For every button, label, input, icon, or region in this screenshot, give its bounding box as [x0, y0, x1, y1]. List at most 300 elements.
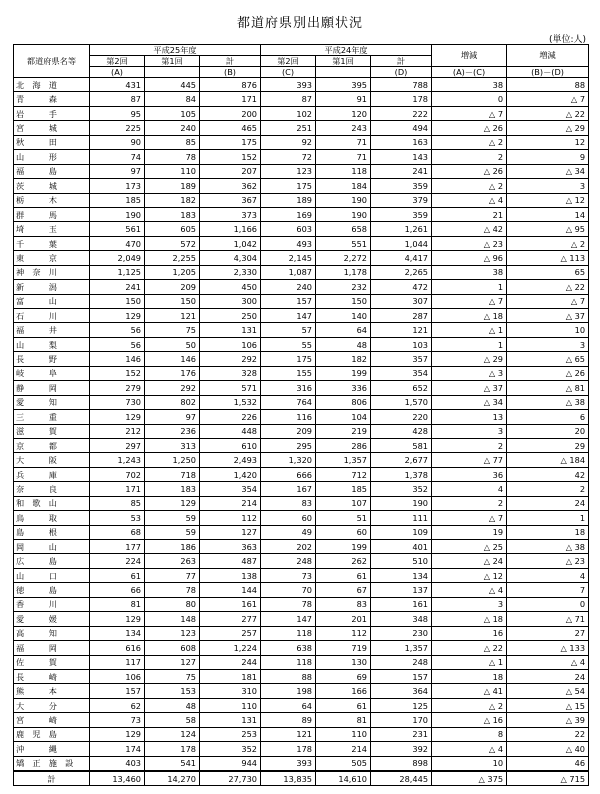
table-row [14, 309, 589, 323]
table-cell: 143 [371, 150, 432, 164]
table-cell: 876 [200, 78, 261, 92]
table-cell: 66 [90, 583, 145, 597]
pref-name: 奈 良 [14, 482, 90, 496]
pref-name: 徳 島 [14, 583, 90, 597]
header-blank [316, 67, 371, 78]
table-cell: 4,304 [200, 251, 261, 265]
table-cell: 3 [432, 424, 507, 438]
header-a: (A) [90, 67, 145, 78]
table-cell: 222 [371, 106, 432, 120]
table-cell: 88 [261, 669, 316, 683]
pref-name: 山 梨 [14, 337, 90, 351]
table-cell: 83 [316, 597, 371, 611]
table-cell: 487 [200, 554, 261, 568]
table-cell: 788 [371, 78, 432, 92]
table-cell: 1,261 [371, 222, 432, 236]
table-cell: 147 [261, 309, 316, 323]
application-table [13, 44, 589, 786]
table-cell: 150 [90, 294, 145, 308]
table-cell: 152 [200, 150, 261, 164]
table-cell: △ 24 [432, 554, 507, 568]
table-row [14, 410, 589, 424]
table-cell: 395 [316, 78, 371, 92]
table-cell: 14 [507, 207, 589, 221]
table-cell: 190 [316, 193, 371, 207]
table-cell: △ 18 [432, 309, 507, 323]
table-cell: 178 [371, 92, 432, 106]
table-cell: 4 [507, 568, 589, 582]
table-row [14, 207, 589, 221]
table-cell: 603 [261, 222, 316, 236]
table-cell: △ 2 [507, 236, 589, 250]
table-cell: 73 [90, 713, 145, 727]
table-cell: 224 [90, 554, 145, 568]
pref-name: 香 川 [14, 597, 90, 611]
table-cell: 69 [316, 669, 371, 683]
header-h25: 平成25年度 [90, 45, 261, 56]
table-cell: 121 [371, 323, 432, 337]
table-cell: 27,730 [200, 771, 261, 786]
table-cell: 236 [145, 424, 200, 438]
table-cell: 240 [261, 280, 316, 294]
table-cell: 4,417 [371, 251, 432, 265]
table-cell: 4 [432, 482, 507, 496]
table-cell: 163 [371, 135, 432, 149]
header-h25-second: 第2回 [90, 56, 145, 67]
table-cell: △ 2 [432, 698, 507, 712]
table-cell: 1,205 [145, 265, 200, 279]
table-cell: 0 [432, 92, 507, 106]
table-cell: 111 [371, 511, 432, 525]
table-cell: 65 [507, 265, 589, 279]
table-cell: 104 [316, 410, 371, 424]
table-cell: 161 [371, 597, 432, 611]
table-cell: 561 [90, 222, 145, 236]
table-cell: 131 [200, 713, 261, 727]
table-cell: 155 [261, 366, 316, 380]
table-cell: 183 [145, 482, 200, 496]
table-row [14, 511, 589, 525]
table-cell: 127 [145, 655, 200, 669]
table-cell: 16 [432, 626, 507, 640]
pref-name: 長 崎 [14, 669, 90, 683]
table-cell: 147 [261, 612, 316, 626]
table-cell: 241 [90, 280, 145, 294]
table-cell: 87 [90, 92, 145, 106]
table-cell: 199 [316, 366, 371, 380]
table-cell: 352 [371, 482, 432, 496]
table-cell: 465 [200, 121, 261, 135]
table-cell: 70 [261, 583, 316, 597]
table-cell: 57 [261, 323, 316, 337]
table-cell: 1,042 [200, 236, 261, 250]
table-cell: 161 [200, 597, 261, 611]
table-cell: 352 [200, 742, 261, 756]
table-cell: 84 [145, 92, 200, 106]
table-cell: 658 [316, 222, 371, 236]
table-cell: 190 [90, 207, 145, 221]
table-cell: 87 [261, 92, 316, 106]
table-cell: 231 [371, 727, 432, 741]
table-cell: 14,610 [316, 771, 371, 786]
table-cell: 2,049 [90, 251, 145, 265]
table-cell: 157 [90, 684, 145, 698]
table-cell: 393 [261, 756, 316, 771]
table-cell: 175 [261, 179, 316, 193]
table-cell: 209 [145, 280, 200, 294]
table-row [14, 669, 589, 683]
table-cell: 49 [261, 525, 316, 539]
table-row [14, 482, 589, 496]
header-h24-second: 第2回 [261, 56, 316, 67]
table-cell: 251 [261, 121, 316, 135]
table-cell: 702 [90, 467, 145, 481]
table-cell: 292 [200, 352, 261, 366]
table-cell: 248 [371, 655, 432, 669]
table-cell: 354 [371, 366, 432, 380]
table-cell: 13 [432, 410, 507, 424]
table-cell: 201 [316, 612, 371, 626]
table-cell: 18 [432, 669, 507, 683]
table-cell: 3 [507, 179, 589, 193]
table-cell: 18 [507, 525, 589, 539]
table-cell: 6 [507, 410, 589, 424]
table-cell: 1,357 [316, 453, 371, 467]
table-cell: 73 [261, 568, 316, 582]
pref-name: 秋 田 [14, 135, 90, 149]
table-cell: △ 18 [432, 612, 507, 626]
table-cell: △ 38 [507, 540, 589, 554]
table-cell: △ 26 [432, 164, 507, 178]
table-row [14, 135, 589, 149]
table-cell: 354 [200, 482, 261, 496]
table-cell: 152 [90, 366, 145, 380]
table-cell: 175 [261, 352, 316, 366]
table-cell: 174 [90, 742, 145, 756]
table-cell: 75 [145, 323, 200, 337]
table-cell: △ 38 [507, 395, 589, 409]
table-cell: 129 [90, 727, 145, 741]
table-cell: 363 [200, 540, 261, 554]
table-row [14, 280, 589, 294]
table-cell: 61 [316, 698, 371, 712]
table-cell: 78 [145, 150, 200, 164]
table-cell: 53 [90, 511, 145, 525]
table-cell: 300 [200, 294, 261, 308]
table-cell: 184 [316, 179, 371, 193]
table-cell: △ 12 [432, 568, 507, 582]
table-cell: 9 [507, 150, 589, 164]
table-cell: 56 [90, 323, 145, 337]
table-cell: 505 [316, 756, 371, 771]
table-cell: 806 [316, 395, 371, 409]
table-cell: 110 [200, 698, 261, 712]
table-cell: 1,243 [90, 453, 145, 467]
table-row [14, 496, 589, 510]
table-cell: 1,570 [371, 395, 432, 409]
pref-name: 佐 賀 [14, 655, 90, 669]
table-cell: 230 [371, 626, 432, 640]
table-cell: 541 [145, 756, 200, 771]
table-cell: 106 [90, 669, 145, 683]
table-cell: 106 [200, 337, 261, 351]
table-cell: 364 [371, 684, 432, 698]
table-cell: 117 [90, 655, 145, 669]
table-cell: 605 [145, 222, 200, 236]
table-row [14, 121, 589, 135]
table-cell: △ 34 [432, 395, 507, 409]
table-cell: 60 [316, 525, 371, 539]
table-cell: 310 [200, 684, 261, 698]
table-row [14, 525, 589, 539]
table-cell: 263 [145, 554, 200, 568]
table-cell: 46 [507, 756, 589, 771]
table-cell: 153 [145, 684, 200, 698]
pref-name: 北 海 道 [14, 78, 90, 92]
table-cell: △ 42 [432, 222, 507, 236]
table-cell: 81 [90, 597, 145, 611]
table-cell: 182 [145, 193, 200, 207]
table-row [14, 641, 589, 655]
table-cell: 348 [371, 612, 432, 626]
table-cell: △ 4 [432, 193, 507, 207]
table-cell: 493 [261, 236, 316, 250]
table-cell: 38 [432, 265, 507, 279]
table-cell: 209 [261, 424, 316, 438]
table-cell: △ 3 [432, 366, 507, 380]
table-cell: 336 [316, 381, 371, 395]
table-cell: 257 [200, 626, 261, 640]
pref-name: 茨 城 [14, 179, 90, 193]
table-cell: 28,445 [371, 771, 432, 786]
table-cell: 253 [200, 727, 261, 741]
pref-name: 宮 崎 [14, 713, 90, 727]
table-cell: 718 [145, 467, 200, 481]
table-cell: 59 [145, 525, 200, 539]
page-title: 都道府県別出願状況 [236, 16, 363, 31]
pref-name: 愛 媛 [14, 612, 90, 626]
table-cell: 61 [90, 568, 145, 582]
table-cell: 58 [145, 713, 200, 727]
table-row [14, 193, 589, 207]
table-cell: △ 34 [507, 164, 589, 178]
table-cell: 85 [145, 135, 200, 149]
table-cell: 62 [90, 698, 145, 712]
table-cell: 48 [316, 337, 371, 351]
table-cell: △ 41 [432, 684, 507, 698]
table-cell: △ 12 [507, 193, 589, 207]
table-cell: 379 [371, 193, 432, 207]
table-cell: 71 [316, 135, 371, 149]
table-cell: 173 [90, 179, 145, 193]
table-row [14, 655, 589, 669]
table-cell: 182 [316, 352, 371, 366]
table-cell: 169 [261, 207, 316, 221]
pref-name: 岩 手 [14, 106, 90, 120]
table-cell: 176 [145, 366, 200, 380]
table-cell: 67 [316, 583, 371, 597]
table-cell: 1,532 [200, 395, 261, 409]
table-cell: 56 [90, 337, 145, 351]
table-cell: 448 [200, 424, 261, 438]
table-cell: 220 [371, 410, 432, 424]
table-cell: △ 375 [432, 771, 507, 786]
table-row [14, 756, 589, 771]
table-cell: 373 [200, 207, 261, 221]
table-row [14, 106, 589, 120]
pref-name: 埼 玉 [14, 222, 90, 236]
pref-name: 岡 山 [14, 540, 90, 554]
table-cell: 295 [261, 438, 316, 452]
table-cell: 120 [316, 106, 371, 120]
table-cell: 146 [90, 352, 145, 366]
table-cell: 110 [316, 727, 371, 741]
table-cell: 129 [90, 410, 145, 424]
table-cell: △ 81 [507, 381, 589, 395]
table-cell: 38 [432, 78, 507, 92]
pref-name: 長 野 [14, 352, 90, 366]
header-diff-bd: (B)－(D) [507, 67, 589, 78]
pref-name: 福 井 [14, 323, 90, 337]
pref-name: 三 重 [14, 410, 90, 424]
table-cell: 2,493 [200, 453, 261, 467]
table-cell: 1,320 [261, 453, 316, 467]
table-row [14, 251, 589, 265]
table-row [14, 438, 589, 452]
pref-name: 広 島 [14, 554, 90, 568]
table-cell: 212 [90, 424, 145, 438]
table-cell: 1,250 [145, 453, 200, 467]
table-cell: 666 [261, 467, 316, 481]
table-cell: 581 [371, 438, 432, 452]
table-cell: 357 [371, 352, 432, 366]
table-cell: 55 [261, 337, 316, 351]
table-cell: 50 [145, 337, 200, 351]
pref-name: 鳥 取 [14, 511, 90, 525]
table-cell: 1,378 [371, 467, 432, 481]
pref-name: 矯 正 施 設 [14, 756, 90, 771]
header-h24: 平成24年度 [261, 45, 432, 56]
table-cell: 183 [145, 207, 200, 221]
table-cell: 138 [200, 568, 261, 582]
table-cell: 362 [200, 179, 261, 193]
table-cell: 2,145 [261, 251, 316, 265]
header-diff-ac: (A)－(C) [432, 67, 507, 78]
table-cell: 712 [316, 467, 371, 481]
table-cell: △ 37 [432, 381, 507, 395]
table-row [14, 150, 589, 164]
table-cell: 107 [316, 496, 371, 510]
header-h25-total: 計 [200, 56, 261, 67]
table-cell: 277 [200, 612, 261, 626]
header-h25-first: 第1回 [145, 56, 200, 67]
table-cell: △ 71 [507, 612, 589, 626]
table-cell: 97 [145, 410, 200, 424]
table-cell: 244 [200, 655, 261, 669]
table-cell: 134 [371, 568, 432, 582]
pref-name: 兵 庫 [14, 467, 90, 481]
pref-name: 福 島 [14, 164, 90, 178]
table-cell: 148 [145, 612, 200, 626]
table-row [14, 424, 589, 438]
table-cell: 0 [507, 597, 589, 611]
table-cell: △ 7 [432, 294, 507, 308]
table-cell: 1,420 [200, 467, 261, 481]
table-cell: 103 [371, 337, 432, 351]
table-cell: 36 [432, 467, 507, 481]
table-cell: 802 [145, 395, 200, 409]
table-cell: 307 [371, 294, 432, 308]
header-h24-first: 第1回 [316, 56, 371, 67]
table-cell: 20 [507, 424, 589, 438]
table-cell: 719 [316, 641, 371, 655]
pref-name: 京 都 [14, 438, 90, 452]
table-cell: 226 [200, 410, 261, 424]
table-cell: 470 [90, 236, 145, 250]
table-cell: 181 [200, 669, 261, 683]
table-cell: 123 [261, 164, 316, 178]
table-cell: 494 [371, 121, 432, 135]
table-cell: 109 [371, 525, 432, 539]
header-c: (C) [261, 67, 316, 78]
table-row [14, 727, 589, 741]
pref-name: 新 潟 [14, 280, 90, 294]
table-cell: 129 [90, 309, 145, 323]
table-cell: 367 [200, 193, 261, 207]
table-cell: 2,677 [371, 453, 432, 467]
table-cell: 764 [261, 395, 316, 409]
table-cell: 118 [261, 655, 316, 669]
table-row [14, 684, 589, 698]
table-cell: 137 [371, 583, 432, 597]
pref-name: 岐 阜 [14, 366, 90, 380]
header-d: (D) [371, 67, 432, 78]
pref-name: 宮 城 [14, 121, 90, 135]
table-cell: 638 [261, 641, 316, 655]
table-cell: 198 [261, 684, 316, 698]
table-cell: 2,272 [316, 251, 371, 265]
table-cell: 297 [90, 438, 145, 452]
table-cell: 431 [90, 78, 145, 92]
table-cell: 316 [261, 381, 316, 395]
table-cell: 61 [316, 568, 371, 582]
table-row [14, 597, 589, 611]
table-cell: 1 [432, 337, 507, 351]
table-cell: 608 [145, 641, 200, 655]
table-cell: 24 [507, 669, 589, 683]
pref-name: 富 山 [14, 294, 90, 308]
table-cell: 71 [316, 150, 371, 164]
table-row [14, 323, 589, 337]
table-row [14, 164, 589, 178]
table-cell: 127 [200, 525, 261, 539]
header-blank [145, 67, 200, 78]
table-cell: 170 [371, 713, 432, 727]
table-cell: 243 [316, 121, 371, 135]
table-cell: 112 [200, 511, 261, 525]
table-cell: 428 [371, 424, 432, 438]
table-cell: 21 [432, 207, 507, 221]
table-cell: 167 [261, 482, 316, 496]
table-cell: △ 22 [507, 106, 589, 120]
table-row [14, 395, 589, 409]
table-cell: 74 [90, 150, 145, 164]
table-cell: 898 [371, 756, 432, 771]
table-cell: 129 [90, 612, 145, 626]
table-cell: △ 96 [432, 251, 507, 265]
table-cell: 178 [261, 742, 316, 756]
pref-name: 熊 本 [14, 684, 90, 698]
